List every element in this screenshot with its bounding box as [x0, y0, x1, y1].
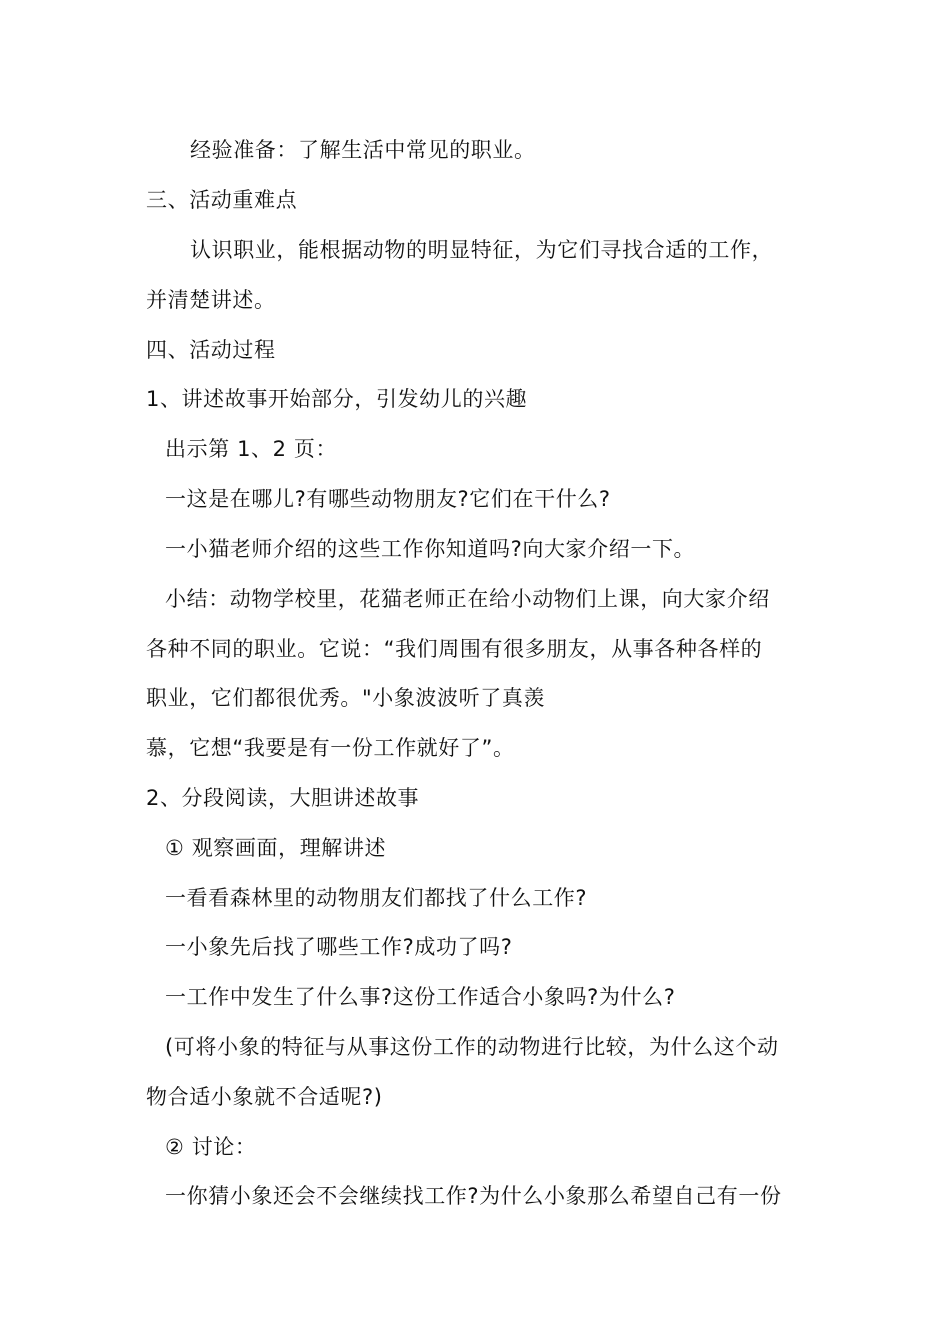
question-line: 一看看森林里的动物朋友们都找了什么工作? — [165, 886, 588, 910]
text-line: 并清楚讲述。 — [146, 288, 276, 312]
sub-step-heading: ② 讨论： — [165, 1135, 257, 1159]
step-heading: 2、分段阅读，大胆讲述故事 — [146, 786, 420, 810]
text-line: 出示第 1、2 页： — [165, 437, 338, 461]
text-line: 经验准备：了解生活中常见的职业。 — [190, 138, 536, 162]
question-line: 一小猫老师介绍的这些工作你知道吗?向大家介绍一下。 — [165, 537, 696, 561]
text-line: 认识职业，能根据动物的明显特征，为它们寻找合适的工作， — [190, 238, 774, 262]
question-line: 一你猜小象还会不会继续找工作?为什么小象那么希望自己有一份 — [165, 1184, 782, 1208]
note-line: (可将小象的特征与从事这份工作的动物进行比较，为什么这个动 — [165, 1035, 779, 1059]
summary-line: 慕，它想“我要是有一份工作就好了”。 — [146, 736, 515, 760]
step-heading: 1、讲述故事开始部分，引发幼儿的兴趣 — [146, 387, 528, 411]
summary-line: 职业，它们都很优秀。"小象波波听了真羡 — [146, 686, 546, 710]
note-line: 物合适小象就不合适呢?) — [146, 1085, 383, 1109]
summary-line: 小结：动物学校里，花猫老师正在给小动物们上课，向大家介绍 — [165, 587, 770, 611]
question-line: 一工作中发生了什么事?这份工作适合小象吗?为什么? — [165, 985, 676, 1009]
section-heading: 四、活动过程 — [146, 338, 276, 362]
question-line: 一小象先后找了哪些工作?成功了吗? — [165, 935, 513, 959]
summary-line: 各种不同的职业。它说：“我们周围有很多朋友，从事各种各样的 — [146, 637, 763, 661]
question-line: 一这是在哪儿?有哪些动物朋友?它们在干什么? — [165, 487, 611, 511]
sub-step-heading: ① 观察画面，理解讲述 — [165, 836, 387, 860]
section-heading: 三、活动重难点 — [146, 188, 298, 212]
